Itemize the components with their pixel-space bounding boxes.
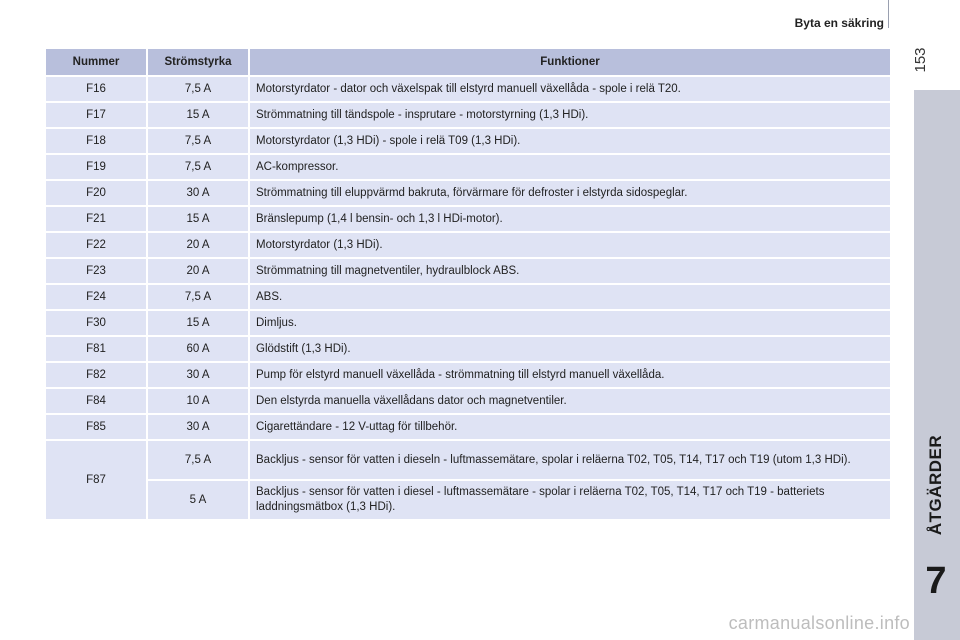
table-row xyxy=(46,285,890,309)
table-row xyxy=(46,441,890,479)
fuse-number: F16 xyxy=(46,77,148,101)
table-row xyxy=(46,233,890,257)
table-row xyxy=(46,181,890,205)
fuse-number: F17 xyxy=(46,103,148,127)
fuse-function: Strömmatning till magnetventiler, hydraulblock ABS. xyxy=(250,259,890,283)
fuse-current: 7,5 A xyxy=(148,441,250,479)
watermark: carmanualsonline.info xyxy=(728,613,910,633)
fuse-number: F23 xyxy=(46,259,148,283)
fuse-function: Dimljus. xyxy=(250,311,890,335)
fuse-current: 10 A xyxy=(148,389,250,413)
table-row xyxy=(46,103,890,127)
fuse-current: 7,5 A xyxy=(148,77,250,101)
table-row xyxy=(46,337,890,361)
table-row xyxy=(46,77,890,101)
fuse-function: Cigarettändare - 12 V-uttag för tillbehör. xyxy=(250,415,890,439)
fuse-current: 7,5 A xyxy=(148,285,250,309)
fuse-current: 15 A xyxy=(148,207,250,231)
fuse-number: F20 xyxy=(46,181,148,205)
fuse-table xyxy=(46,47,890,521)
table-row xyxy=(46,389,890,413)
table-row xyxy=(46,259,890,283)
fuse-current: 15 A xyxy=(148,103,250,127)
table-header-row xyxy=(46,49,890,75)
fuse-number: F85 xyxy=(46,415,148,439)
fuse-current: 7,5 A xyxy=(148,129,250,153)
fuse-current: 15 A xyxy=(148,311,250,335)
chapter-name: ÅTGÄRDER xyxy=(926,434,945,536)
fuse-current: 20 A xyxy=(148,233,250,257)
fuse-table-body xyxy=(46,77,890,519)
fuse-function: ABS. xyxy=(250,285,890,309)
fuse-number: F81 xyxy=(46,337,148,361)
fuse-number: F84 xyxy=(46,389,148,413)
fuse-function: Pump för elstyrd manuell växellåda - strömmatning till elstyrd manuell växellåda. xyxy=(250,363,890,387)
fuse-function: AC-kompressor. xyxy=(250,155,890,179)
fuse-number: F21 xyxy=(46,207,148,231)
fuse-current: 30 A xyxy=(148,181,250,205)
fuse-function: Strömmatning till tändspole - insprutare - motorstyrning (1,3 HDi). xyxy=(250,103,890,127)
chapter-tab xyxy=(914,90,960,640)
table-row xyxy=(46,155,890,179)
fuse-function: Motorstyrdator (1,3 HDi). xyxy=(250,233,890,257)
fuse-current: 60 A xyxy=(148,337,250,361)
fuse-current: 7,5 A xyxy=(148,155,250,179)
table-row xyxy=(46,207,890,231)
fuse-current: 5 A xyxy=(148,481,250,519)
table-row xyxy=(46,481,890,519)
fuse-number: F22 xyxy=(46,233,148,257)
fuse-function: Den elstyrda manuella växellådans dator och magnetventiler. xyxy=(250,389,890,413)
table-row xyxy=(46,129,890,153)
table-row xyxy=(46,415,890,439)
fuse-number: F82 xyxy=(46,363,148,387)
fuse-function: Motorstyrdator (1,3 HDi) - spole i relä T09 (1,3 HDi). xyxy=(250,129,890,153)
column-header-current: Strömstyrka xyxy=(148,49,250,75)
section-title: Byta en säkring xyxy=(794,16,884,30)
fuse-current: 30 A xyxy=(148,363,250,387)
chapter-number: 7 xyxy=(925,560,947,602)
fuse-number: F19 xyxy=(46,155,148,179)
column-header-number: Nummer xyxy=(46,49,148,75)
table-row xyxy=(46,311,890,335)
table-row xyxy=(46,363,890,387)
page-number: 153 xyxy=(911,47,929,73)
fuse-function: Bränslepump (1,4 l bensin- och 1,3 l HDi-motor). xyxy=(250,207,890,231)
fuse-number: F24 xyxy=(46,285,148,309)
fuse-function: Backljus - sensor för vatten i diesel - luftmassemätare - spolar i reläerna T02, T05, T14, T17 och T19 - batteriets laddningsmätbox (1,3 HDi). xyxy=(250,481,890,519)
fuse-function: Glödstift (1,3 HDi). xyxy=(250,337,890,361)
fuse-function: Backljus - sensor för vatten i dieseln - luftmassemätare, spolar i reläerna T02, T05, T14, T17 och T19 (utom 1,3 HDi). xyxy=(250,441,890,479)
fuse-current: 20 A xyxy=(148,259,250,283)
fuse-number: F30 xyxy=(46,311,148,335)
fuse-number: F87 xyxy=(46,441,148,519)
fuse-function: Strömmatning till eluppvärmd bakruta, förvärmare för defroster i elstyrda sidospeglar. xyxy=(250,181,890,205)
fuse-function: Motorstyrdator - dator och växelspak till elstyrd manuell växellåda - spole i relä T20. xyxy=(250,77,890,101)
header-divider xyxy=(888,0,889,28)
column-header-functions: Funktioner xyxy=(250,49,890,75)
fuse-number: F18 xyxy=(46,129,148,153)
fuse-current: 30 A xyxy=(148,415,250,439)
